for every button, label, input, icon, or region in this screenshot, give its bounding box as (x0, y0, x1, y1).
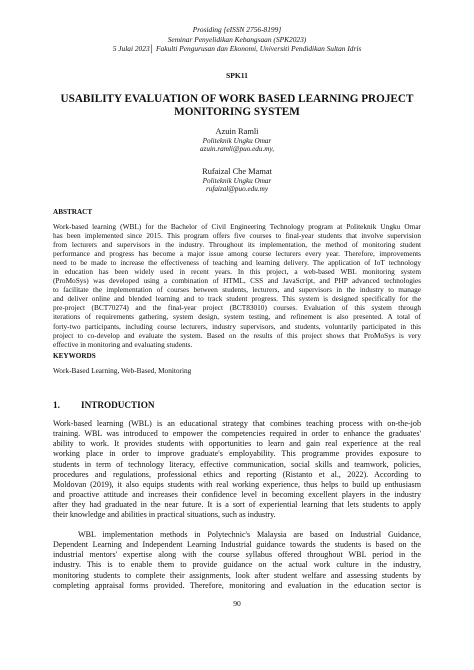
header-issn: Prosiding [eISSN 2756-8199] (192, 25, 282, 34)
body-line: procedures and regulations, professional ethics and reporting (Ristanto et al., 2022). According to (53, 469, 421, 479)
abstract-line: in education has been widely used in recent years. In this project, a web-based WBL monitoring system (53, 267, 421, 277)
body-line: after they had graduated in the near future. It is a sort of experiential learning that lets students to apply (53, 500, 421, 510)
abstract-line: has been implemented since 2015. This program offers five courses to final-year students that involve supervision (53, 231, 421, 241)
proceedings-header (30, 25, 444, 54)
body-line: industry. This is to enable them to provide guidance on the actual work culture in the industry, (53, 560, 421, 570)
abstract-line: performance and progress has become a major issue among course lecturers every year. Therefore, improvements (53, 249, 421, 259)
abstract-line: from lecturers and supervisors in the industry. Throughout its implementation, the method of monitoring student (53, 240, 421, 250)
author-name: Rufaizal Che Mamat (202, 167, 272, 176)
abstract-line: effective in monitoring and evaluating students. (53, 339, 193, 349)
keywords-heading: KEYWORDS (53, 352, 96, 360)
abstract-line: to facilitate the implementation of courses between students, lecturers, and supervisors in the industry to manage (53, 285, 421, 295)
author-affiliation: Politeknik Ungku Omar (202, 136, 272, 145)
abstract-line: and deliver online and blended learning and to track student progress. This system is designed specifically for the (53, 294, 421, 304)
paper-code: SPK11 (226, 71, 248, 80)
body-line: students in term of technology literacy, effective communication, social skills and teamwork, policies, (53, 459, 421, 469)
paper-title (30, 93, 444, 120)
title-line: USABILITY EVALUATION OF WORK BASED LEARNING PROJECT (60, 93, 414, 105)
body-line: their knowledge and abilities in practical situations, such as industry. (53, 510, 276, 520)
abstract-line: need to be made to increase the effectiveness of teaching and learning delivery. The application of IoT technology (53, 258, 421, 268)
body-line: monitoring students to complete their assignments, look after student welfare and assessing students by (53, 570, 421, 580)
abstract-body (53, 222, 421, 349)
intro-paragraph-1 (53, 419, 421, 521)
body-line: Dependent Learning and Independent Learning Industrial guidance towards the students is based on the (53, 540, 421, 550)
abstract-line: Work-based learning (WBL) for the Bachelor of Civil Engineering Technology program at Politeknik Ungku Omar (53, 222, 421, 231)
keywords-text: Work-Based Learning, Web-Based, Monitoring (53, 366, 192, 375)
section-number: 1. (53, 400, 60, 410)
body-line: Moldovan (2019), it also equips students with real working experience, thus helps to build up enthusiasm (53, 479, 421, 489)
author-block (0, 127, 474, 154)
body-line: WBL implementation methods in Polytechnic's Malaysia are based on Industrial Guidance, (78, 530, 421, 539)
section-title: INTRODUCTION (81, 400, 155, 410)
section-heading-introduction (53, 400, 155, 410)
abstract-heading: ABSTRACT (53, 208, 93, 216)
body-line: Work-based learning (WBL) is an educational strategy that combines teaching process with on-the-job (53, 419, 421, 428)
author-email: rufaizal@puo.edu.my (205, 185, 269, 194)
author-block (0, 167, 474, 194)
abstract-line: iterations of requirements gathering, system design, system testing, and refinement is also presented. A total of (53, 312, 421, 322)
body-line: training. WBL was introduced to empower the competencies required in order to enhance the graduates' (53, 429, 421, 439)
page-number: 90 (233, 599, 241, 608)
title-line: MONITORING SYSTEM (174, 106, 300, 119)
body-line: and proactive attitude and increases their confidence level in becoming excellent players in the industry (53, 490, 421, 500)
abstract-line: project to co-develop and evaluate the system. Based on the results of this project shows that ProMoSys is very (53, 330, 421, 340)
abstract-line: forty-two participants, including course lecturers, industry supervisors, and students, voluntarily participated in this (53, 321, 421, 331)
body-line: completing appraisal forms provided. Therefore, monitoring and evaluation in the education sector is (53, 580, 421, 590)
author-affiliation: Politeknik Ungku Omar (202, 176, 272, 185)
body-line: industrial mentors' expertise along with the course syllabus offered throughout WBL period in the (53, 550, 421, 560)
body-line: ability to work. It provides students with opportunities to learn and gain real experience at the real (53, 439, 421, 449)
header-seminar: Seminar Penyelidikan Kebangsaan (SPK2023) (167, 34, 307, 44)
author-name: Azuin Ramli (215, 127, 259, 136)
body-line: working place in order to improve graduate's employability. This programme provides exposure to (53, 449, 421, 459)
abstract-line: (ProMoSys) was developed using a combination of HTML, CSS and JavaScript, and PHP advanced technologies (53, 276, 421, 286)
author-email: azuin.ramli@puo.edu.my, (199, 145, 275, 154)
intro-paragraph-2 (53, 530, 421, 591)
header-date-venue: 5 Julai 2023│ Fakulti Pengurusan dan Ekonomi, Universiti Pendidikan Sultan Idris (112, 44, 362, 54)
abstract-line: pre-project (BCT70274) and the final-year project (BCT83010) courses. Evaluation of this system through (53, 303, 421, 313)
